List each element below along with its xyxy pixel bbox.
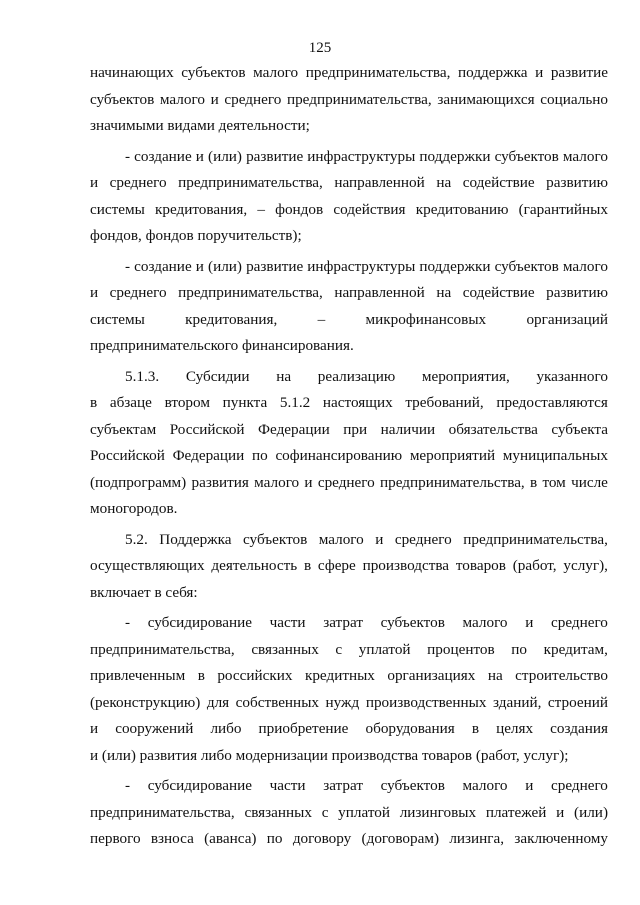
word: целях [496, 720, 534, 737]
page-number: 125 [308, 40, 332, 56]
word: (подпрограмм) [90, 473, 187, 491]
word: развитие [246, 147, 304, 165]
word: (договорам) [361, 830, 440, 847]
word: связанных [251, 640, 319, 658]
word: 5.1.3. [125, 367, 160, 385]
word: направленной [334, 284, 425, 301]
word: втором [164, 394, 210, 411]
text-line [90, 663, 608, 690]
word: с [335, 640, 343, 658]
word: кредитования, [185, 310, 278, 328]
text-line [90, 307, 608, 334]
word: создание [134, 257, 192, 275]
word: начинающих [90, 64, 174, 81]
word: собственных [235, 693, 319, 711]
word: строительство [515, 667, 608, 684]
word: том [542, 473, 566, 491]
word: наличии [380, 420, 436, 438]
word: (гарантийных [518, 200, 608, 218]
word: развитие [246, 257, 304, 275]
text-line [90, 800, 608, 827]
word: (работ, [512, 557, 557, 574]
word: и [525, 777, 534, 794]
word: лизинговых [399, 803, 477, 821]
word: - [125, 777, 131, 794]
word: субъектов [90, 90, 155, 108]
word: организациях [387, 667, 476, 684]
text-line [90, 60, 608, 87]
word: производственных [365, 693, 487, 711]
word: - [125, 614, 131, 631]
word: с [321, 803, 329, 821]
word: малого [159, 90, 205, 108]
word: и [90, 174, 99, 191]
text-line [90, 197, 608, 224]
word: субъектов [181, 64, 246, 81]
text-line: фондов, фондов поручительств); [90, 227, 302, 244]
word: предпринимательства, [380, 473, 525, 491]
word: предпринимательства, [178, 284, 323, 301]
word: сфере [317, 557, 356, 574]
text-line [90, 443, 608, 470]
word: услуг), [563, 557, 608, 574]
text-line: моногородов. [90, 500, 178, 517]
text-line: предпринимательского финансирования. [90, 337, 354, 354]
word: для [206, 693, 230, 711]
word: нужд [325, 693, 360, 711]
word: поддержки [419, 147, 491, 165]
word: кредитам, [543, 640, 608, 658]
word: субъектам [90, 420, 157, 438]
word: осуществляющих [90, 557, 205, 574]
word: и [556, 803, 565, 821]
word: малого [254, 473, 300, 491]
text-line [90, 553, 608, 580]
word: организаций [526, 310, 608, 328]
word: лизинга, [449, 830, 505, 847]
word: 5.2. [125, 530, 148, 548]
word: инфраструктуры [307, 257, 416, 275]
word: субъектов [380, 614, 445, 631]
word: – [257, 200, 265, 218]
word: малого [462, 614, 508, 631]
word: поддержка [458, 64, 528, 81]
text-line: и (или) развития либо модернизации производства товаров (работ, услуг); [90, 746, 569, 764]
word: уплатой [358, 640, 411, 658]
text-line [90, 87, 608, 114]
text-line [90, 417, 608, 444]
text-line [90, 170, 608, 197]
word: 5.1.2 [279, 394, 311, 411]
text-line [90, 690, 608, 717]
word: субсидирование [147, 614, 252, 631]
word: по [511, 640, 527, 658]
word: мероприятий [409, 447, 496, 464]
word: микрофинансовых [365, 310, 487, 328]
word: мероприятия, [421, 367, 510, 385]
word: привлеченным [90, 667, 186, 684]
word: субъектов [243, 530, 308, 548]
word: развитию [546, 174, 608, 191]
word: сооружений [115, 720, 194, 737]
word: фондов [275, 200, 324, 218]
word: уплатой [338, 803, 390, 821]
text-line [90, 390, 608, 417]
word: приобретение [258, 720, 349, 737]
word: - [125, 257, 131, 275]
word: (аванса) [204, 830, 257, 847]
word: взноса [150, 830, 194, 847]
word: реализацию [317, 367, 396, 385]
word: на [436, 174, 452, 191]
word: малого [562, 257, 608, 275]
text-line [90, 826, 608, 853]
word: софинансированию [275, 447, 403, 464]
word: малого [562, 147, 608, 165]
document-body [90, 60, 608, 853]
word: обязательства [448, 420, 538, 438]
word: малого [462, 777, 508, 794]
word: субъектов [494, 257, 559, 275]
word: Российской [169, 420, 245, 438]
word: предпринимательства, [90, 640, 235, 658]
word: строений [547, 693, 608, 711]
word: договору [292, 830, 352, 847]
word: развития [191, 473, 249, 491]
word: и [210, 90, 219, 108]
word: содействие [462, 284, 535, 301]
text-line: значимыми видами деятельности; [90, 117, 310, 134]
word: предоставляются [496, 394, 608, 411]
text-line [90, 280, 608, 307]
word: создание [134, 147, 192, 165]
word: поддержки [419, 257, 491, 275]
word: развитие [550, 64, 608, 81]
word: требований, [405, 394, 484, 411]
word: малого [318, 530, 364, 548]
word: среднего [109, 284, 167, 301]
word: процентов [427, 640, 495, 658]
word: Российской [90, 447, 165, 464]
word: по [266, 830, 283, 847]
text-line [90, 254, 608, 281]
word: социально [540, 90, 608, 108]
word: и [195, 147, 204, 165]
word: и [535, 64, 544, 81]
word: в [471, 720, 479, 737]
word: зданий, [493, 693, 542, 711]
word: развитию [546, 284, 608, 301]
word: производства [362, 557, 450, 574]
word: предпринимательства, [463, 530, 608, 548]
text-line [90, 364, 608, 391]
word: и [304, 473, 313, 491]
text-line [90, 610, 608, 637]
word: в [197, 667, 205, 684]
text-line [90, 527, 608, 554]
word: содействие [462, 174, 535, 191]
word: деятельность [211, 557, 298, 574]
word: заключенному [514, 830, 608, 847]
word: Субсидии [185, 367, 250, 385]
word: абзаце [109, 394, 152, 411]
word: - [125, 147, 131, 165]
word: числе [571, 473, 608, 491]
word: на [487, 667, 503, 684]
word: системы [90, 310, 145, 328]
word: при [343, 420, 368, 438]
text-line [90, 637, 608, 664]
word: занимающихся [437, 90, 535, 108]
word: среднего [317, 473, 375, 491]
word: предпринимательства, [90, 803, 235, 821]
word: связанных [244, 803, 312, 821]
word: кредитных [304, 667, 375, 684]
word: товаров [455, 557, 506, 574]
word: системы [90, 200, 145, 218]
word: указанного [536, 367, 608, 385]
word: среднего [550, 614, 608, 631]
word: и [525, 614, 534, 631]
word: среднего [550, 777, 608, 794]
word: среднего [394, 530, 452, 548]
word: оборудования [365, 720, 455, 737]
word: на [436, 284, 452, 301]
text-line: включает в себя: [90, 583, 198, 601]
word: среднего [109, 174, 167, 191]
word: первого [90, 830, 141, 847]
word: настоящих [322, 394, 393, 411]
word: субъекта [551, 420, 608, 438]
word: субъектов [380, 777, 445, 794]
word: затрат [323, 777, 363, 794]
word: Федерации [172, 447, 245, 464]
word: российских [217, 667, 293, 684]
word: предпринимательства, [305, 64, 451, 81]
word: малого [253, 64, 299, 81]
word: части [269, 614, 306, 631]
word: (реконструкцию) [90, 693, 201, 711]
word: в [90, 394, 98, 411]
text-line [90, 144, 608, 171]
word: пункта [222, 394, 268, 411]
word: кредитованию [415, 200, 509, 218]
word: платежей [485, 803, 547, 821]
word: либо [210, 720, 242, 737]
word: среднего [224, 90, 282, 108]
word: и [90, 284, 99, 301]
word: (или) [574, 803, 608, 821]
word: направленной [334, 174, 425, 191]
word: и [375, 530, 384, 548]
word: Федерации [258, 420, 330, 438]
word: в [530, 473, 538, 491]
word: (или) [208, 147, 242, 165]
word: (или) [208, 257, 242, 275]
word: и [195, 257, 204, 275]
word: субсидирование [147, 777, 252, 794]
text-line [90, 716, 608, 743]
word: кредитования, [155, 200, 248, 218]
text-line [90, 470, 608, 497]
word: и [90, 720, 99, 737]
word: – [317, 310, 326, 328]
word: по [252, 447, 268, 464]
word: в [303, 557, 312, 574]
word: Поддержка [159, 530, 232, 548]
text-line [90, 773, 608, 800]
word: затрат [323, 614, 363, 631]
word: части [269, 777, 306, 794]
word: предпринимательства, [178, 174, 323, 191]
word: предпринимательства, [286, 90, 432, 108]
word: на [276, 367, 292, 385]
word: инфраструктуры [307, 147, 416, 165]
word: субъектов [494, 147, 559, 165]
word: создания [550, 720, 608, 737]
word: муниципальных [502, 447, 608, 464]
word: содействия [333, 200, 406, 218]
